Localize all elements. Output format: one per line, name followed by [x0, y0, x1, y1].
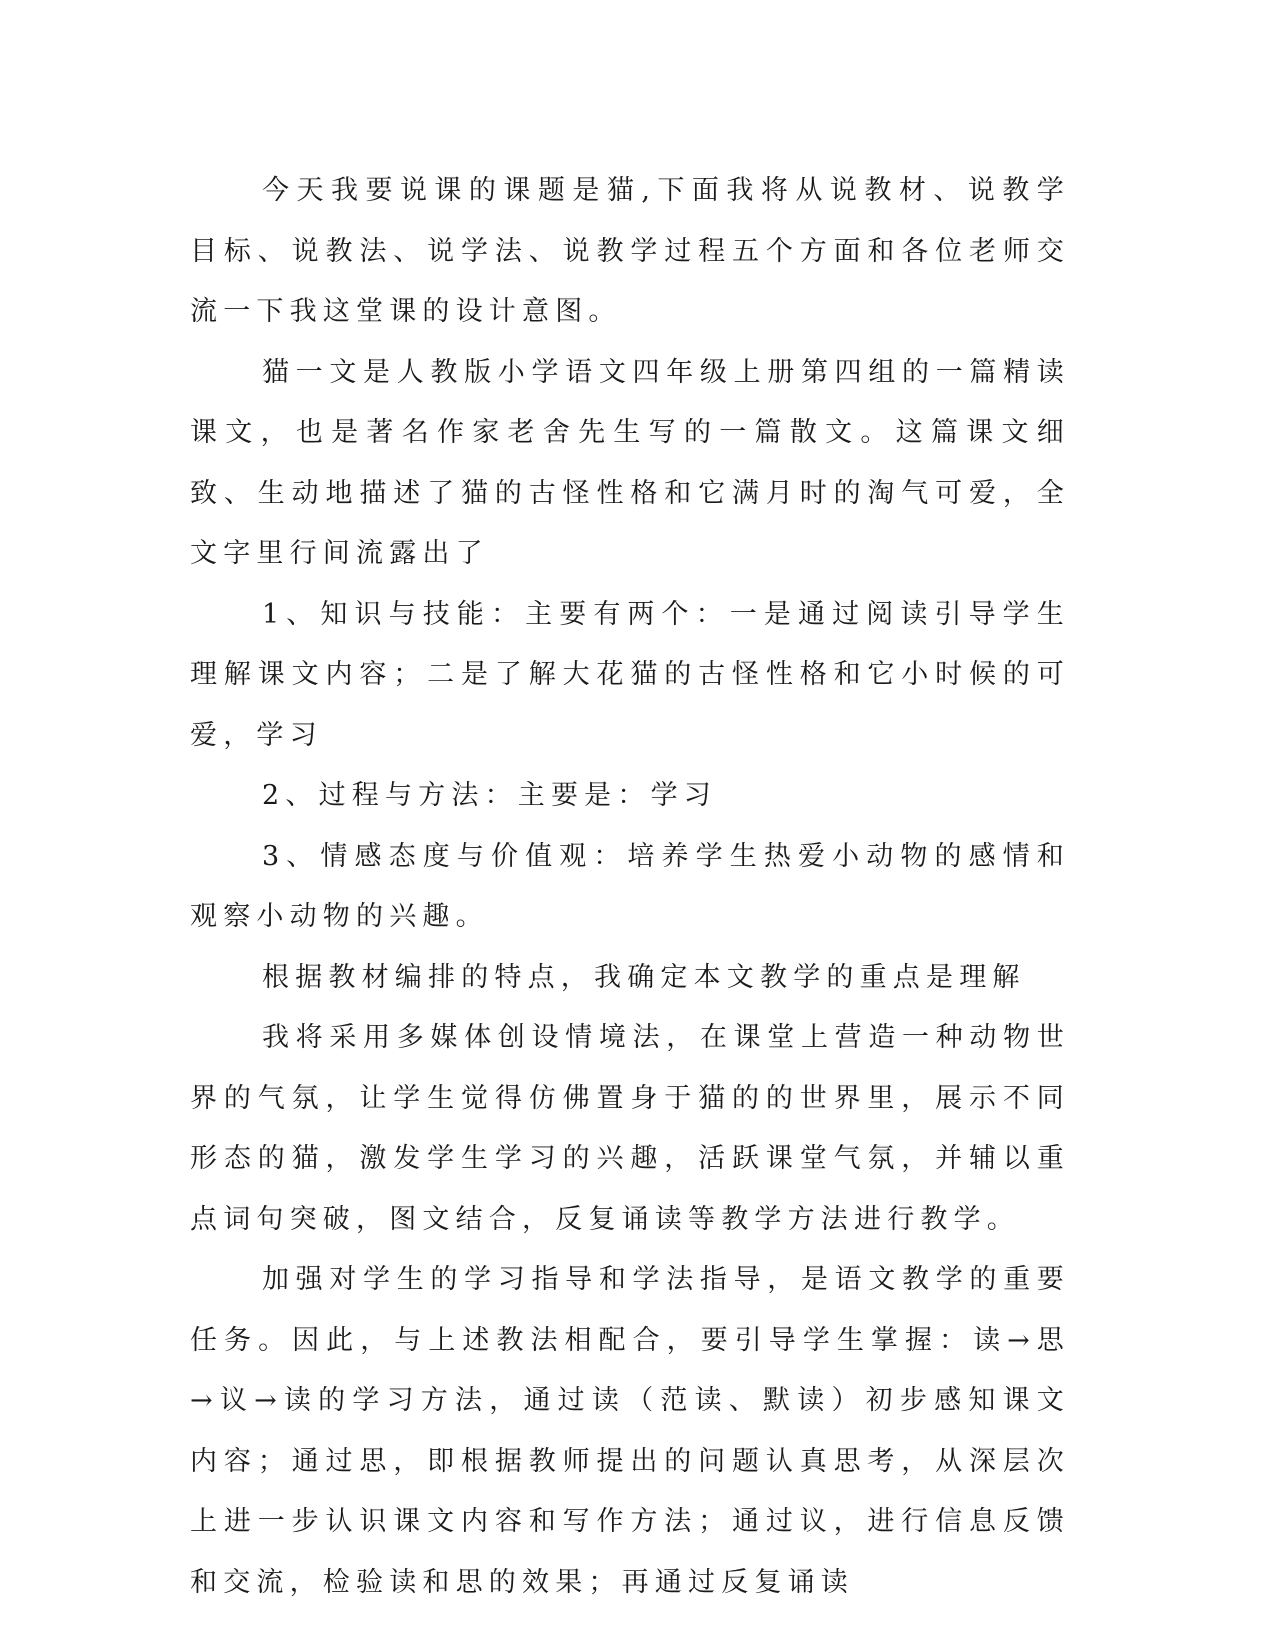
paragraph-textbook: 猫一文是人教版小学语文四年级上册第四组的一篇精读课文，也是著名作家老舍先生写的一篇散文。这篇课文细致、生动地描述了猫的古怪性格和它满月时的淘气可爱，全文字里行间流露出了	[190, 356, 1070, 569]
paragraph-goal-knowledge: 1、知识与技能：主要有两个：一是通过阅读引导学生理解课文内容；二是了解大花猫的古怪性格和它小时候的可爱，学习	[190, 598, 1070, 751]
paragraph-key-point: 根据教材编排的特点，我确定本文教学的重点是理解	[262, 961, 1026, 993]
paragraph-learning-method: 加强对学生的学习指导和学法指导，是语文教学的重要任务。因此，与上述教法相配合，要引导学生掌握：读→思→议→读的学习方法，通过读（范读、默读）初步感知课文内容；通过思，即根据教师提出的问题认真思考，从深层次上进一步认识课文内容和写作方法；通过议，进行信息反馈和交流，检验读和思的效果；再通过反复诵读	[190, 1264, 1070, 1598]
document-body	[190, 161, 1070, 1613]
paragraph-teaching-method: 我将采用多媒体创设情境法，在课堂上营造一种动物世界的气氛，让学生觉得仿佛置身于猫的的世界里，展示不同形态的猫，激发学生学习的兴趣，活跃课堂气氛，并辅以重点词句突破，图文结合，反复诵读等教学方法进行教学。	[190, 1022, 1070, 1235]
paragraph-goal-emotion: 3、情感态度与价值观：培养学生热爱小动物的感情和观察小动物的兴趣。	[190, 840, 1070, 932]
paragraph-intro: 今天我要说课的课题是猫,下面我将从说教材、说教学目标、说教法、说学法、说教学过程五个方面和各位老师交流一下我这堂课的设计意图。	[190, 175, 1070, 327]
paragraph-goal-process: 2、过程与方法：主要是：学习	[262, 780, 717, 811]
